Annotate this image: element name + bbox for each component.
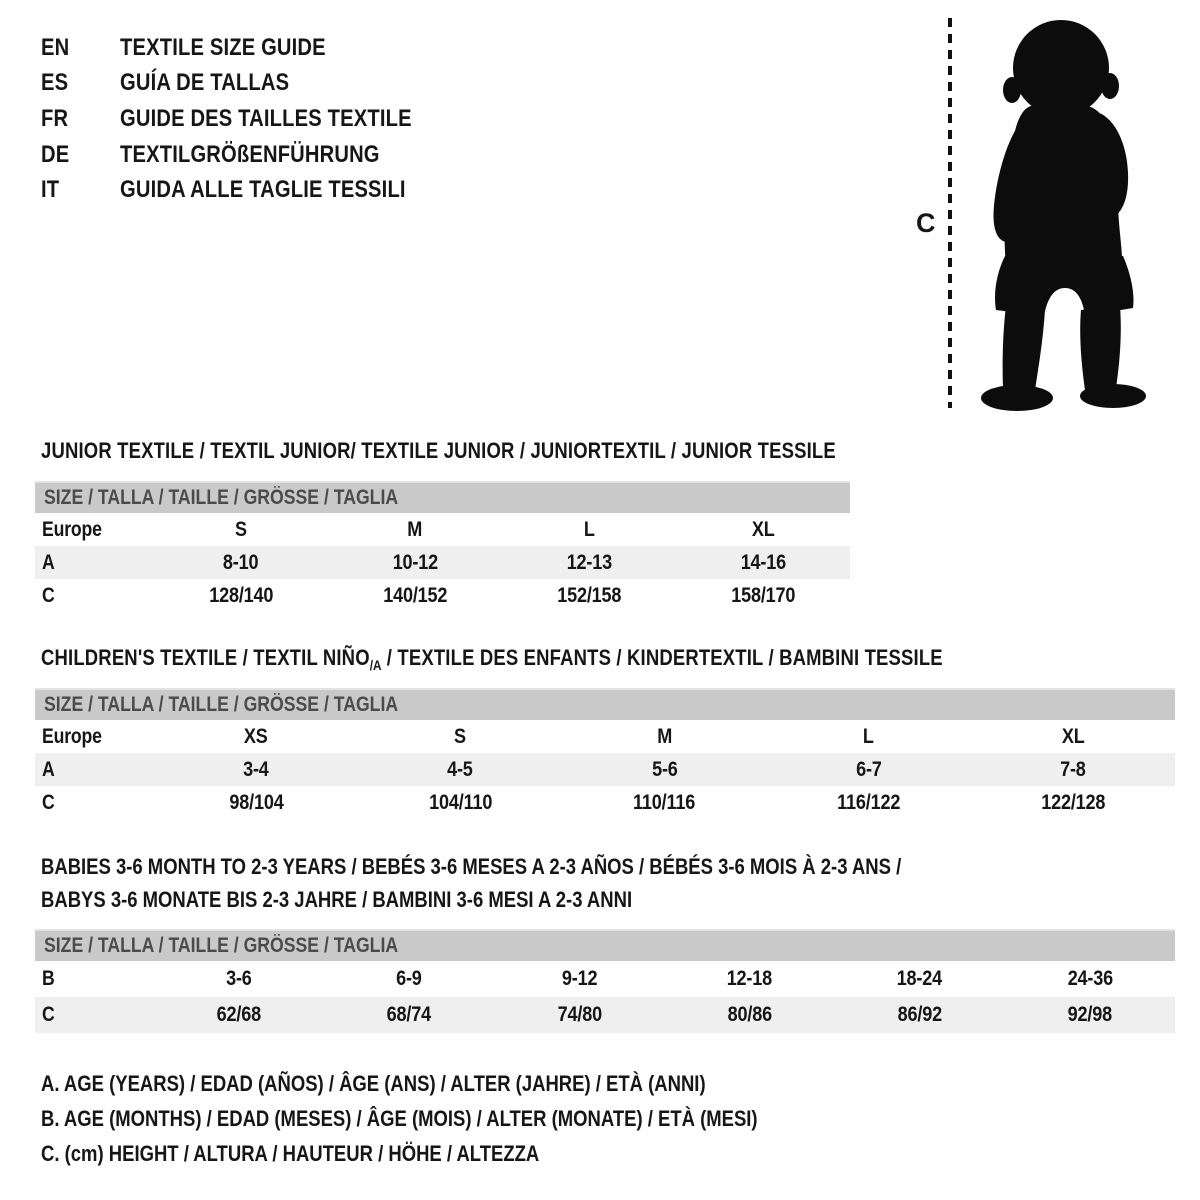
table-header-size: SIZE / TALLA / TAILLE / GRÖSSE / TAGLIA <box>35 688 1175 720</box>
children-section-title: CHILDREN'S TEXTILE / TEXTIL $NIÑO_{/A}$ / TEXTILE DES ENFANTS / KINDERTEXTIL / BAMBINI TESSILE <box>41 645 943 673</box>
language-code: DE <box>41 140 70 168</box>
babies-size-table <box>35 929 1175 1033</box>
language-title: TEXTILE SIZE GUIDE <box>120 33 326 61</box>
height-figure <box>905 8 1160 420</box>
table-row: Europe S M L XL <box>42 518 775 541</box>
language-title: GUÍA DE TALLAS <box>120 69 290 97</box>
language-row-en <box>41 30 467 66</box>
table-header-size: SIZE / TALLA / TAILLE / GRÖSSE / TAGLIA <box>35 929 1175 961</box>
height-measure-label: C <box>916 208 936 238</box>
legend-footnotes <box>41 1066 894 1171</box>
table-header-size: SIZE / TALLA / TAILLE / GRÖSSE / TAGLIA <box>35 481 850 513</box>
language-title: TEXTILGRÖßENFÜHRUNG <box>120 140 380 168</box>
language-list <box>41 30 467 208</box>
table-row: C 62/68 68/74 74/80 80/86 86/92 92/98 <box>35 997 1175 1033</box>
language-row-it <box>41 172 467 208</box>
table-row: Europe XS S M L XL <box>42 725 1085 748</box>
table-row: A 3-4 4-5 5-6 6-7 7-8 <box>35 753 1175 786</box>
junior-section-title: JUNIOR TEXTILE / TEXTIL JUNIOR/ TEXTILE JUNIOR / JUNIORTEXTIL / JUNIOR TESSILE <box>41 438 836 463</box>
table-row: C 98/104 104/110 110/116 116/122 122/128 <box>42 791 1105 814</box>
language-code: ES <box>41 69 69 97</box>
language-code: EN <box>41 33 70 61</box>
language-row-es <box>41 66 467 102</box>
language-row-fr <box>41 101 467 137</box>
table-row: C 128/140 140/152 152/158 158/170 <box>42 584 796 607</box>
language-row-de <box>41 137 467 173</box>
language-code: FR <box>41 104 69 132</box>
table-row: A 8-10 10-12 12-13 14-16 <box>35 546 850 579</box>
footnote-c: C. (cm) HEIGHT / ALTURA / HAUTEUR / HÖHE / ALTEZZA <box>41 1141 540 1166</box>
table-row: B 3-6 6-9 9-12 12-18 18-24 24-36 <box>42 967 1113 990</box>
footnote-a: A. AGE (YEARS) / EDAD (AÑOS) / ÂGE (ANS) / ALTER (JAHRE) / ETÀ (ANNI) <box>41 1071 706 1096</box>
language-code: IT <box>41 176 60 204</box>
toddler-silhouette-icon <box>941 8 1153 416</box>
footnote-b: B. AGE (MONTHS) / EDAD (MESES) / ÂGE (MOIS) / ALTER (MONATE) / ETÀ (MESI) <box>41 1106 758 1131</box>
language-title: GUIDE DES TAILLES TEXTILE <box>120 104 412 132</box>
babies-section-title: BABIES 3-6 MONTH TO 2-3 YEARS / BEBÉS 3-6 MESES A 2-3 AÑOS / BÉBÉS 3-6 MOIS À 2-3 ANS / BABYS 3-6 MONATE BIS 2-3 JAHRE / BAMBINI 3-6 MESI A 2-3 ANNI <box>41 854 902 912</box>
language-title: GUIDA ALLE TAGLIE TESSILI <box>120 176 406 204</box>
junior-size-table <box>35 481 850 612</box>
children-size-table <box>35 688 1175 819</box>
